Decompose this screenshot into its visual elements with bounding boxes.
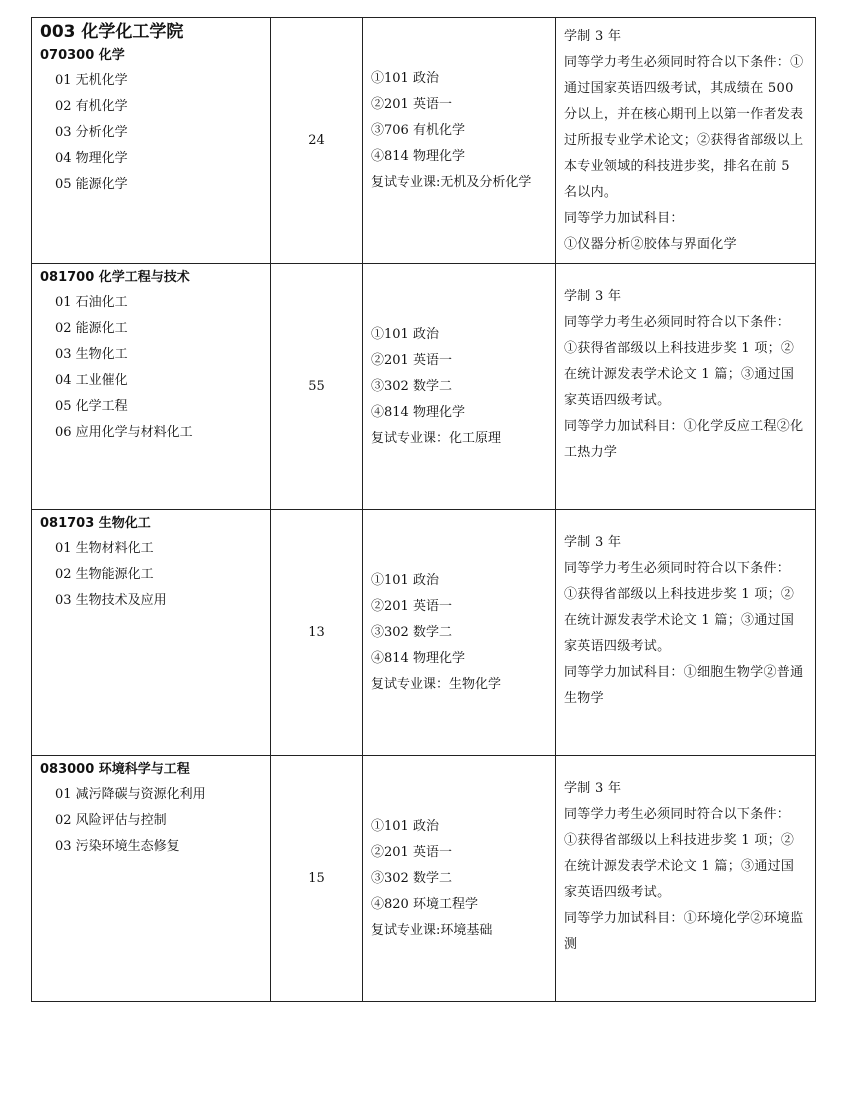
program-row [32, 18, 816, 264]
exam-item: ③302 数学二 [371, 871, 452, 886]
direction-item: 01 无机化学 [55, 73, 128, 88]
direction-item: 04 工业催化 [55, 373, 128, 388]
note-item: 同等学力考生必须同时符合以下条件： [564, 807, 791, 822]
notes-cell [556, 18, 816, 264]
notes-cell [556, 756, 816, 1002]
exam-item: 复试专业课:环境基础 [371, 923, 493, 938]
enrollment-cell: 15 [271, 756, 363, 1002]
notes-cell [556, 510, 816, 756]
major-cell [32, 756, 271, 1002]
note-item: 学制 3 年 [564, 29, 622, 44]
enrollment-cell: 24 [271, 18, 363, 264]
direction-item: 03 生物化工 [55, 347, 128, 362]
note-item: ①获得省部级以上科技进步奖 1 项；②在统计源发表学术论文 1 篇；③通过国家英语四级考试。 [564, 833, 795, 900]
note-item: ①获得省部级以上科技进步奖 1 项；②在统计源发表学术论文 1 篇；③通过国家英语四级考试。 [564, 341, 795, 408]
exam-item: ③706 有机化学 [371, 123, 465, 138]
exam-cell [363, 756, 556, 1002]
exam-item: ②201 英语一 [371, 353, 452, 368]
direction-item: 01 石油化工 [55, 295, 128, 310]
exam-item: ①101 政治 [371, 71, 439, 86]
exam-item: ①101 政治 [371, 819, 439, 834]
exam-item: ②201 英语一 [371, 599, 452, 614]
major-title: 083000 环境科学与工程 [40, 762, 190, 777]
direction-item: 02 能源化工 [55, 321, 128, 336]
exam-item: ④814 物理化学 [371, 149, 465, 164]
major-cell [32, 264, 271, 510]
exam-item: 复试专业课：化工原理 [371, 431, 502, 446]
direction-item: 01 生物材料化工 [55, 541, 154, 556]
major-cell [32, 18, 271, 264]
exam-cell [363, 510, 556, 756]
note-item: 学制 3 年 [564, 781, 622, 796]
exam-cell [363, 264, 556, 510]
note-item: 同等学力加试科目：①化学反应工程②化工热力学 [564, 419, 804, 460]
note-item: 同等学力加试科目：①细胞生物学②普通生物学 [564, 665, 804, 706]
direction-item: 06 应用化学与材料化工 [55, 425, 193, 440]
program-row [32, 756, 816, 1002]
exam-item: ②201 英语一 [371, 97, 452, 112]
major-title: 081703 生物化工 [40, 516, 151, 531]
program-row [32, 510, 816, 756]
direction-item: 02 生物能源化工 [55, 567, 154, 582]
exam-item: 复试专业课:无机及分析化学 [371, 175, 532, 190]
program-table [31, 17, 816, 1002]
note-item: 学制 3 年 [564, 289, 622, 304]
direction-item: 02 风险评估与控制 [55, 813, 167, 828]
enrollment-cell: 55 [271, 264, 363, 510]
notes-cell [556, 264, 816, 510]
note-item: 同等学力加试科目： [564, 211, 684, 226]
direction-item: 05 能源化学 [55, 177, 128, 192]
exam-item: ②201 英语一 [371, 845, 452, 860]
exam-item: ④814 物理化学 [371, 405, 465, 420]
note-item: 同等学力考生必须同时符合以下条件：①通过国家英语四级考试，其成绩在 500 分以上，并在核心期刊上以第一作者发表过所报专业学术论文；②获得省部级以上本专业领域的科技进步奖，排名在前 5 名以内。 [564, 55, 804, 200]
exam-item: 复试专业课：生物化学 [371, 677, 502, 692]
direction-item: 04 物理化学 [55, 151, 128, 166]
direction-item: 03 污染环境生态修复 [55, 839, 180, 854]
direction-item: 01 减污降碳与资源化利用 [55, 787, 206, 802]
note-item: ①获得省部级以上科技进步奖 1 项；②在统计源发表学术论文 1 篇；③通过国家英语四级考试。 [564, 587, 795, 654]
major-title: 081700 化学工程与技术 [40, 270, 190, 285]
direction-item: 03 生物技术及应用 [55, 593, 167, 608]
exam-item: ④820 环境工程学 [371, 897, 478, 912]
exam-cell [363, 18, 556, 264]
note-item: 同等学力考生必须同时符合以下条件： [564, 315, 791, 330]
major-title: 070300 化学 [40, 48, 125, 63]
note-item: ①仪器分析②胶体与界面化学 [564, 237, 737, 252]
exam-item: ①101 政治 [371, 573, 439, 588]
college-title: 003 化学化工学院 [40, 22, 184, 42]
direction-item: 02 有机化学 [55, 99, 128, 114]
note-item: 学制 3 年 [564, 535, 622, 550]
exam-item: ③302 数学二 [371, 625, 452, 640]
note-item: 同等学力考生必须同时符合以下条件： [564, 561, 791, 576]
exam-item: ④814 物理化学 [371, 651, 465, 666]
exam-item: ③302 数学二 [371, 379, 452, 394]
program-row [32, 264, 816, 510]
note-item: 同等学力加试科目：①环境化学②环境监测 [564, 911, 804, 952]
direction-item: 03 分析化学 [55, 125, 128, 140]
enrollment-cell: 13 [271, 510, 363, 756]
exam-item: ①101 政治 [371, 327, 439, 342]
direction-item: 05 化学工程 [55, 399, 128, 414]
major-cell [32, 510, 271, 756]
